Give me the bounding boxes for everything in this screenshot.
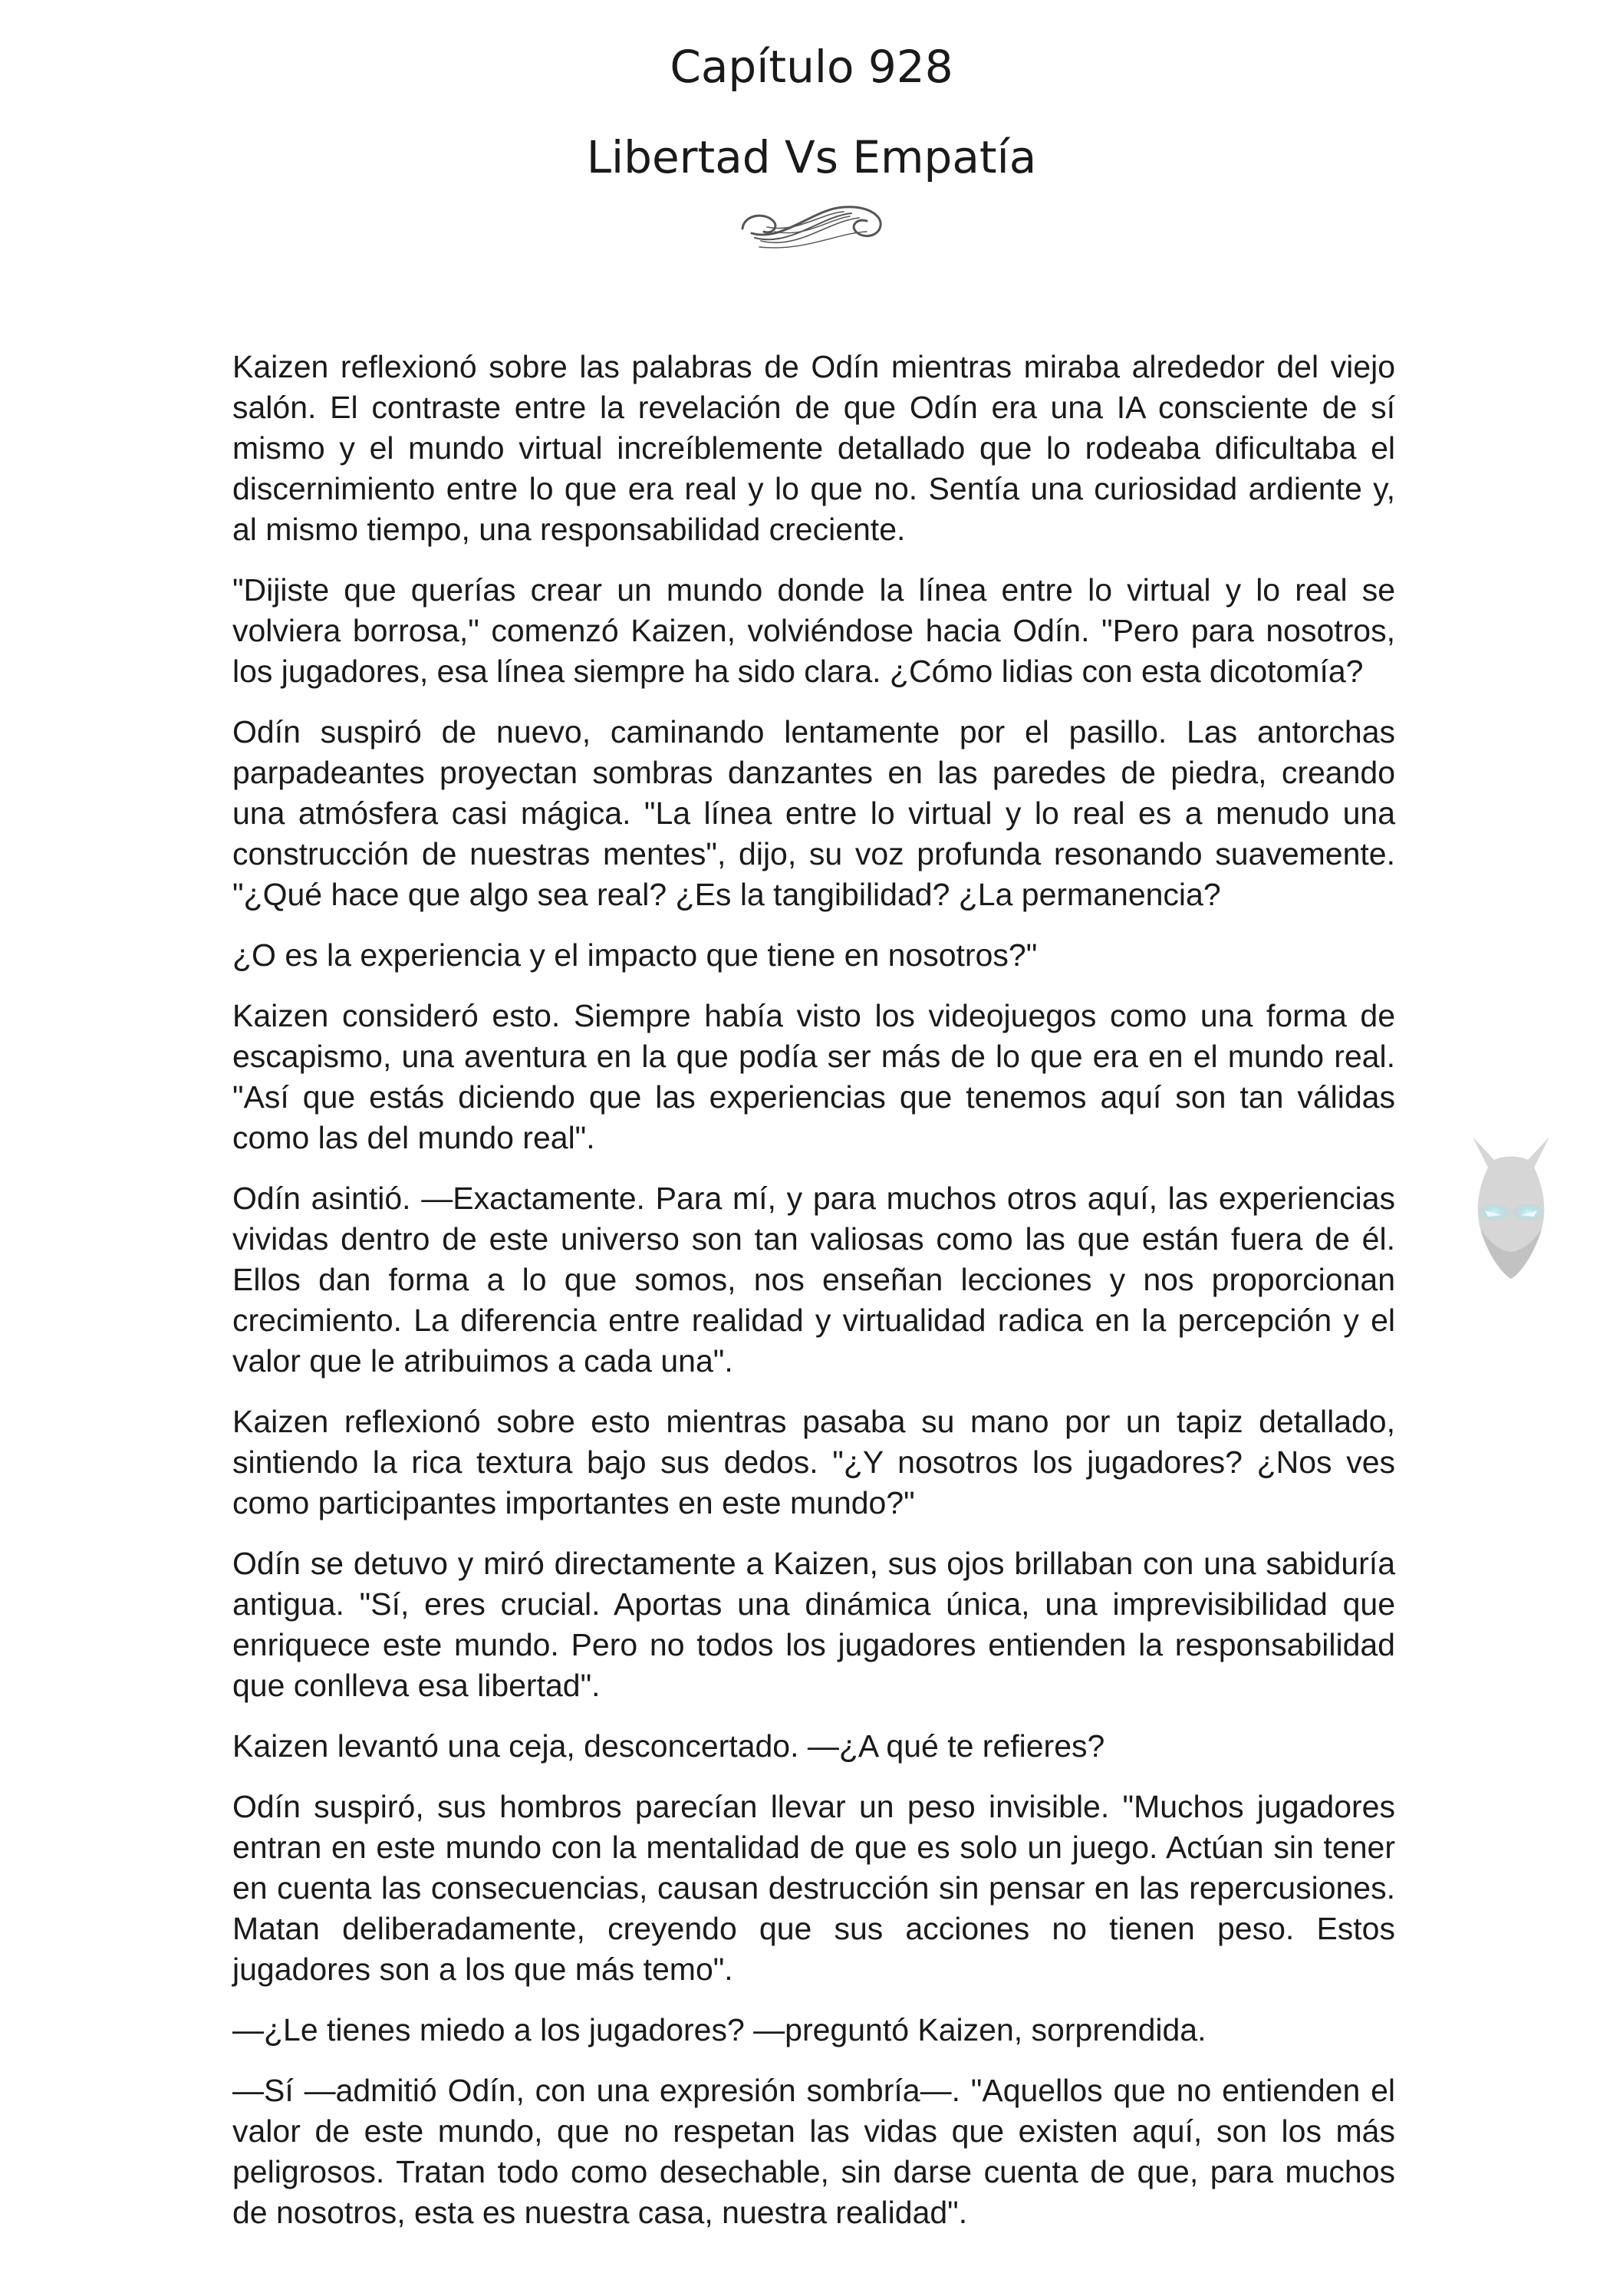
demon-head-logo-icon xyxy=(1457,1122,1565,1290)
paragraph: Kaizen consideró esto. Siempre había visto los videojuegos como una forma de escapismo, una aventura en la que podía ser más de lo que era en el mundo real. "Así que estás diciendo que las experiencias que tenemos aquí son tan válidas como las del mundo real". xyxy=(232,998,1395,1155)
chapter-title: Libertad Vs Empatía xyxy=(586,131,1037,183)
paragraph: Odín asintió. —Exactamente. Para mí, y para muchos otros aquí, las experiencias vividas dentro de este universo son tan valiosas como las que están fuera de él. Ellos dan forma a lo que somos, nos enseñan lecciones y nos proporcionan crecimiento. La diferencia entre realidad y virtualidad radica en la percepción y el valor que le atribuimos a cada una". xyxy=(232,1181,1395,1379)
chapter-number: Capítulo 928 xyxy=(670,41,953,93)
paragraph: Odín se detuvo y miró directamente a Kaizen, sus ojos brillaban con una sabiduría antigua. "Sí, eres crucial. Aportas una dinámica única, una imprevisibilidad que enriquece este mundo. Pero no todos los jugadores entienden la responsabilidad que conlleva esa libertad". xyxy=(232,1546,1395,1703)
paragraph: Odín suspiró de nuevo, caminando lentamente por el pasillo. Las antorchas parpadeantes proyectan sombras danzantes en las paredes de piedra, creando una atmósfera casi mágica. "La línea entre lo virtual y lo real es a menudo una construcción de nuestras mentes", dijo, su voz profunda resonando suavemente. "¿Qué hace que algo sea real? ¿Es la tangibilidad? ¿La permanencia? xyxy=(232,714,1395,912)
paragraph: Kaizen reflexionó sobre esto mientras pasaba su mano por un tapiz detallado, sintiendo la rica textura bajo sus dedos. "¿Y nosotros los jugadores? ¿Nos ves como participantes importantes en este mundo?" xyxy=(232,1404,1395,1520)
paragraph: —¿Le tienes miedo a los jugadores? —preguntó Kaizen, sorprendida. xyxy=(232,2012,1207,2047)
paragraph: ¿O es la experiencia y el impacto que tiene en nosotros?" xyxy=(232,937,1038,973)
chapter-body xyxy=(232,347,1395,2253)
paragraph: Kaizen reflexionó sobre las palabras de Odín mientras miraba alrededor del viejo salón. El contraste entre la revelación de que Odín era una IA consciente de sí mismo y el mundo virtual increíblemente detallado que lo rodeaba dificultaba el discernimiento entre lo que era real y lo que no. Sentía una curiosidad ardiente y, al mismo tiempo, una responsabilidad creciente. xyxy=(232,349,1395,547)
paragraph: "Dijiste que querías crear un mundo donde la línea entre lo virtual y lo real se volviera borrosa," comenzó Kaizen, volviéndose hacia Odín. "Pero para nosotros, los jugadores, esa línea siempre ha sido clara. ¿Cómo lidias con esta dicotomía? xyxy=(232,572,1395,689)
flourish-divider-icon xyxy=(729,193,897,255)
paragraph: Kaizen levantó una ceja, desconcertado. —¿A qué te refieres? xyxy=(232,1728,1105,1764)
chapter-header xyxy=(0,40,1623,184)
paragraph: Odín suspiró, sus hombros parecían llevar un peso invisible. "Muchos jugadores entran en este mundo con la mentalidad de que es solo un juego. Actúan sin tener en cuenta las consecuencias, causan destrucción sin pensar en las repercusiones. Matan deliberadamente, creyendo que sus acciones no tienen peso. Estos jugadores son a los que más temo". xyxy=(232,1789,1395,1987)
paragraph: —Sí —admitió Odín, con una expresión sombría—. "Aquellos que no entienden el valor de este mundo, que no respetan las vidas que existen aquí, son los más peligrosos. Tratan todo como desechable, sin darse cuenta de que, para muchos de nosotros, esta es nuestra casa, nuestra realidad". xyxy=(232,2073,1395,2230)
